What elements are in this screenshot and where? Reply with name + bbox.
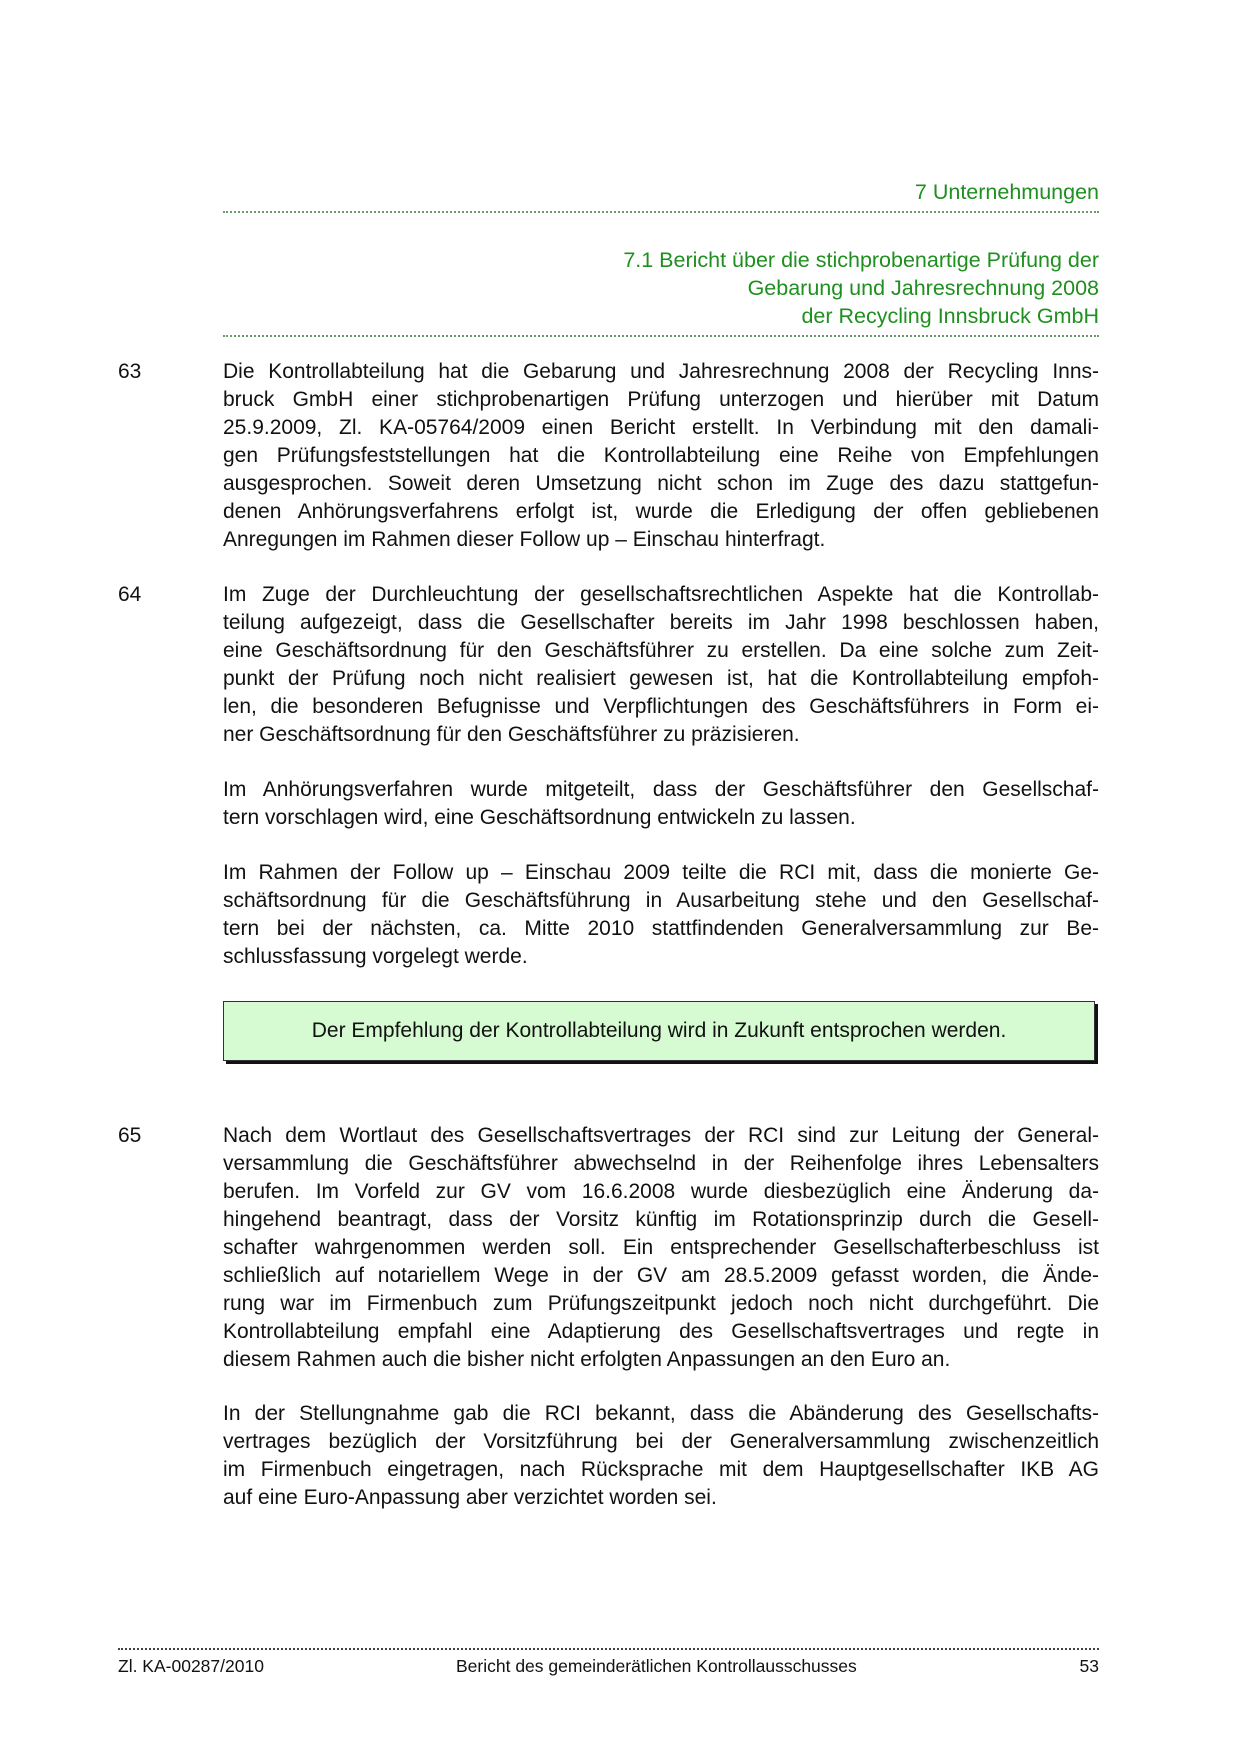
page-number: 53 <box>1079 1656 1099 1676</box>
text-line: im Firmenbuch eingetragen, nach Rücksprache mit dem Hauptgesellschafter IKB AG <box>223 1458 1099 1481</box>
text-line: berufen. Im Vorfeld zur GV vom 16.6.2008 wurde diesbezüglich eine Änderung da- <box>223 1180 1099 1203</box>
text-line: Im Zuge der Durchleuchtung der gesellschaftsrechtlichen Aspekte hat die Kontrollab- <box>223 583 1099 606</box>
section-heading-line: der Recycling Innsbruck GmbH <box>801 304 1099 328</box>
paragraph-65-statement <box>223 1400 1099 1512</box>
text-line: Anregungen im Rahmen dieser Follow up – Einschau hinterfragt. <box>223 528 826 551</box>
text-line: teilung aufgezeigt, dass die Gesellschafter bereits im Jahr 1998 beschlossen haben, <box>223 611 1099 634</box>
text-line: schlussfassung vorgelegt werde. <box>223 945 528 968</box>
text-line: ausgesprochen. Soweit deren Umsetzung nicht schon im Zuge des dazu stattgefun- <box>223 472 1099 495</box>
text-line: Die Kontrollabteilung hat die Gebarung und Jahresrechnung 2008 der Recycling Inns- <box>223 360 1099 383</box>
footer-divider <box>118 1648 1099 1650</box>
text-line: eine Geschäftsordnung für den Geschäftsführer zu erstellen. Da eine solche zum Zeit- <box>223 639 1099 662</box>
text-line: Kontrollabteilung empfahl eine Adaptierung des Gesellschaftsvertrages und regte in <box>223 1320 1099 1343</box>
text-line: 25.9.2009, Zl. KA-05764/2009 einen Bericht erstellt. In Verbindung mit den damali- <box>223 416 1099 439</box>
text-line: versammlung die Geschäftsführer abwechselnd in der Reihenfolge ihres Lebensalters <box>223 1152 1099 1175</box>
text-line: ner Geschäftsordnung für den Geschäftsführer zu präzisieren. <box>223 723 800 746</box>
text-line: schafter wahrgenommen werden soll. Ein entsprechender Gesellschafterbeschluss ist <box>223 1236 1099 1259</box>
footer-reference: Zl. KA-00287/2010 <box>118 1656 264 1676</box>
paragraph-65 <box>223 1122 1099 1374</box>
text-line: auf eine Euro-Anpassung aber verzichtet worden sei. <box>223 1486 717 1509</box>
text-line: punkt der Prüfung noch nicht realisiert gewesen ist, hat die Kontrollabteilung empfoh- <box>223 667 1099 690</box>
text-line: denen Anhörungsverfahrens erfolgt ist, wurde die Erledigung der offen gebliebenen <box>223 500 1099 523</box>
text-line: bruck GmbH einer stichprobenartigen Prüfung unterzogen und hierüber mit Datum <box>223 388 1099 411</box>
text-line: Im Rahmen der Follow up – Einschau 2009 teilte die RCI mit, dass die monierte Ge- <box>223 861 1099 884</box>
text-line: rung war im Firmenbuch zum Prüfungszeitpunkt jedoch noch nicht durchgeführt. Die <box>223 1292 1099 1315</box>
text-line: Im Anhörungsverfahren wurde mitgeteilt, dass der Geschäftsführer den Gesellschaf- <box>223 778 1099 801</box>
paragraph-64 <box>223 581 1099 749</box>
section-heading-line: Gebarung und Jahresrechnung 2008 <box>747 276 1099 300</box>
heading-divider <box>223 211 1099 213</box>
paragraph-63 <box>223 358 1099 554</box>
text-line: schäftsordnung für die Geschäftsführung in Ausarbeitung stehe und den Gesellschaf- <box>223 889 1099 912</box>
paragraph-number: 63 <box>118 360 142 383</box>
section-divider <box>223 335 1099 337</box>
paragraph-64-followup <box>223 859 1099 971</box>
section-heading-line: 7.1 Bericht über die stichprobenartige Prüfung der <box>623 248 1099 272</box>
text-line: schließlich auf notariellem Wege in der GV am 28.5.2009 gefasst worden, die Ände- <box>223 1264 1099 1287</box>
section-heading <box>623 246 1099 330</box>
footer-title: Bericht des gemeinderätlichen Kontrollausschusses <box>456 1656 857 1676</box>
text-line: In der Stellungnahme gab die RCI bekannt, dass die Abänderung des Gesellschafts- <box>223 1402 1099 1425</box>
text-line: tern bei der nächsten, ca. Mitte 2010 stattfindenden Generalversammlung zur Be- <box>223 917 1099 940</box>
text-line: len, die besonderen Befugnisse und Verpflichtungen des Geschäftsführers in Form ei- <box>223 695 1099 718</box>
text-line: diesem Rahmen auch die bisher nicht erfolgten Anpassungen an den Euro an. <box>223 1348 951 1371</box>
text-line: Nach dem Wortlaut des Gesellschaftsvertrages der RCI sind zur Leitung der General- <box>223 1124 1099 1147</box>
recommendation-box: Der Empfehlung der Kontrollabteilung wird in Zukunft entsprochen werden. <box>223 1001 1095 1061</box>
chapter-heading: 7 Unternehmungen <box>914 180 1099 204</box>
text-line: hingehend beantragt, dass der Vorsitz künftig im Rotationsprinzip durch die Gesell- <box>223 1208 1099 1231</box>
text-line: vertrages bezüglich der Vorsitzführung bei der Generalversammlung zwischenzeitlich <box>223 1430 1099 1453</box>
text-line: gen Prüfungsfeststellungen hat die Kontrollabteilung eine Reihe von Empfehlungen <box>223 444 1099 467</box>
paragraph-number: 65 <box>118 1124 142 1147</box>
paragraph-64-hearing <box>223 776 1099 832</box>
text-line: tern vorschlagen wird, eine Geschäftsordnung entwickeln zu lassen. <box>223 806 856 829</box>
paragraph-number: 64 <box>118 583 142 606</box>
